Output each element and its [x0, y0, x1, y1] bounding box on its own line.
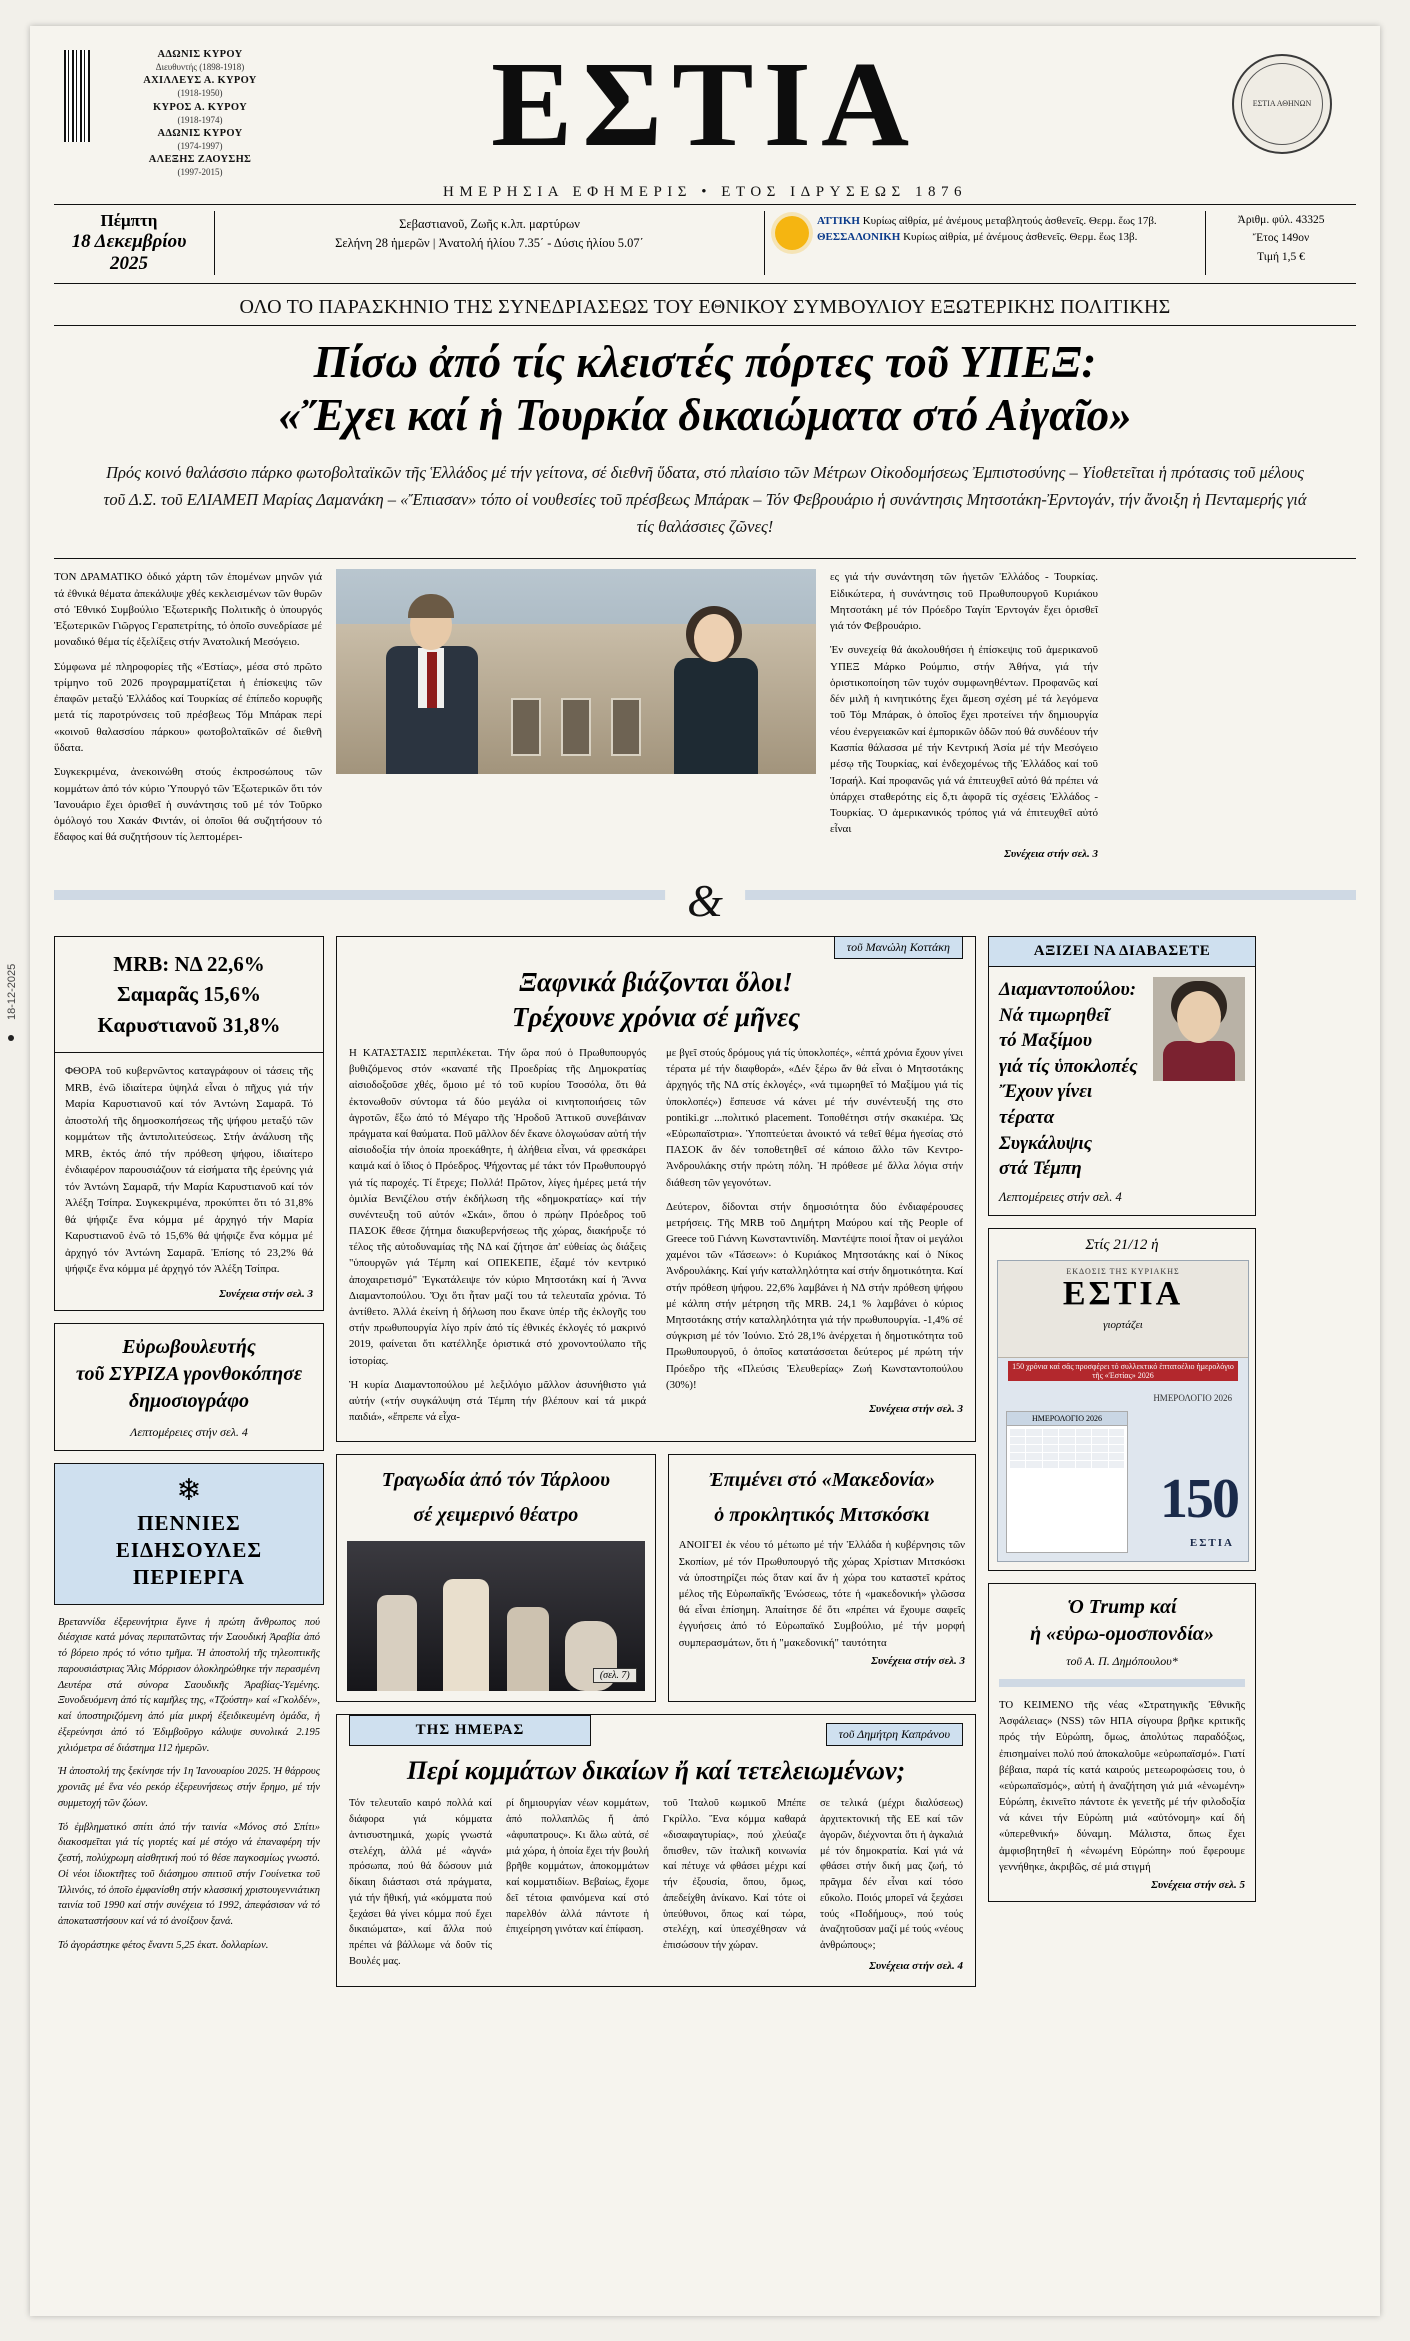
calendar-cell — [1059, 1429, 1074, 1436]
weather-text: Κυρίως αἰθρία, μέ ἀνέμους ἀσθενεῖς. Θερμ. ἕως 13β. — [903, 230, 1138, 243]
lead-story — [54, 558, 1356, 862]
lead-column-left — [54, 569, 322, 862]
butterfly-icon: ❄ — [176, 1473, 202, 1507]
weather-thessaloniki — [817, 230, 1157, 246]
calendar-cell — [1092, 1429, 1107, 1436]
tragoudia-article — [336, 1454, 656, 1702]
pennies-item: Βρεταννίδα ἐξερευνήτρια ἔγινε ἡ πρώτη ἄνθρωπος πού διέσχισε κατά μόνας περιπατῶντας τήν Σαουδική Ἀραβία ἀπό τό βόρειο πρός τό νότιο τμῆμα. Ἡ ἀποστολή τῆς τηλεοπτικῆς παρουσιάστριας Ἄλις Μόρρισον ὁλοκληρώθηκε τήν περασμένη Δευτέρα στά σύνορα Σαουδικῆς Ἀραβίας-Ὑεμένης. Ξυνοδευόμενη ἀπό τίς καμῆλες της, «Τζούστη» καί «Γκολδέν», καί ὑποστηριζόμενη ἀπό μία μικρή ἐξειδικευμένη ὁμάδα, ἡ ἐξερεύνησι ἀπό τό Ἐδιμβοῦργο κάλυψε συνολικά 2.195 χιλιόμετρα σέ διάστημα 112 ἡμερῶν. — [58, 1616, 320, 1754]
kottakis-paragraph: με βγεῖ στούς δρόμους γιά τίς ὑποκλοπές», «ἐπτά χρόνια ἔχουν γίνει τέρατα μέ τήν διαφθορά», «Δέν ξέρω ἄν θά εἶναι ὁ Μητσοτάκης ἀρχηγός τῆς ΝΔ στίς ἐκλογές», «νά τιμωρηθεῖ τό Μαξίμου γιά τίς ὑποκλοπές») ἔσπευσε νά κάνει μέ τήν συνέντευξή της στο pontiki.gr ...πολιτικό placement. Τοποθέτησι στήν σκακιέρα. Ὡς «Εὐρωπαϊστρια». Ὑποπτεύεται ἀνοικτό νά τεθεῖ θέμα ἡγεσίας στό ΠΑΣΟΚ ἄν δέν τοποθετηθεῖ σέ κάποιο ἄλλο τῶν Κεντρο-Ἀνδρουλάκης στήν πρώτη πόλη. Ἡ πρόθεσε μέ ἄλλα λόγια στήν διάθεση τῶν γεγονότων. — [666, 1047, 963, 1189]
date: 18 Δεκεμβρίου 2025 — [71, 231, 187, 274]
column-right — [988, 936, 1256, 1988]
pennies-item: Τό ἐμβληματικό σπίτι ἀπό τήν ταινία «Μόνος στό Σπίτι» διακοσμεῖται γιά τίς γιορτές καί μέ στόχο νά ἐπαναφέρη τήν ζεστή, πολύχρωμη αἰσθητική πού τό θέσε παγκοσμίως γνωστό. Οἱ νέοι ἰδιοκτῆτες τοῦ διάσημου σπιτιοῦ στήν Γουίνετκα τοῦ Ἰλλινόις, τό ὁποῖο ἐμφανίσθη στήν κλασσική χριστουγεννιάτικη ταινία τοῦ 1990 καί στήν συνέχεια τό 1992, ἀπεφάσισαν νά τό ἀποκαταστήσουν καί νά τό ἀνοίξουν ξανά. — [58, 1821, 320, 1928]
paper-seal — [1232, 54, 1332, 154]
diamantopoulou-title-line: τό Μαξίμου — [999, 1030, 1093, 1052]
saints: Σεβαστιανοῦ, Ζωῆς κ.λπ. μαρτύρων — [399, 217, 580, 231]
calendar-cell — [1059, 1461, 1074, 1468]
calendar-header: ΗΜΕΡΟΛΟΓΙΟ 2026 — [1007, 1412, 1127, 1426]
jacket — [674, 658, 758, 774]
owner-name: ΑΛΕΞΗΣ ΖΑΟΥΣΗΣ — [148, 154, 252, 165]
calendar-cell — [1109, 1445, 1124, 1452]
calendar-cell — [1010, 1437, 1025, 1444]
figure — [443, 1579, 489, 1691]
center-two-articles — [336, 1454, 976, 1702]
ampersand-ornament: & — [665, 874, 745, 927]
promo-big-number: 150 — [1160, 1467, 1238, 1530]
kottakis-paragraph: Ἡ κυρία Διαμαντοπούλου μέ λεξιλόγιο μᾶλλον ἀσυνήθιστο γιά αὐτήν («τήν συγκάλυψη στά Τέμπη τήν βλέπουν καί τά μικρά παιδιά», «ἔπρεπε νά εἶχα- — [349, 1378, 646, 1424]
calendar-cell — [1043, 1429, 1058, 1436]
weather-attica — [817, 214, 1157, 230]
sun-icon — [775, 216, 809, 250]
divider-bar — [999, 1679, 1245, 1687]
calendar-cell — [1043, 1437, 1058, 1444]
mrb-body: ΦΘΟΡΑ τοῦ κυβερνῶντος καταγράφουν οἱ τάσεις τῆς MRB, ἐνῶ ἰδιαίτερα ὑψηλά εἶναι ὁ πῆχυς γιά τήν Μαρία Καρυστιανοῦ καί τόν Ἀντώνη Σαμαρᾶ. Τό ἀποστολή τῆς δημοσκοπήσεως τῆς ψήφου μεταξύ τῶν κομμάτων τῆς ἀντιπολιτεύσεως. Στήν ἀνάλυση τῆς MRB, ἐκτός ἀπό τήν πρόθεση ψήφου, ἰδιαίτερο ἐνδιαφέρον παρουσιάζουν τά εἰσήματα τῆς ἐρεύνης γιά τόν Ἀντώνη Σαμαρᾶ, τήν Μαρία Καρυστιανοῦ καί τόν Ἀλέξη Τσίπρα. Συγκεκριμένα, προκύπτει ὅτι τό 31,8% θά ψήφιζε ἕνα κόμμα μέ ἀρχηγό τήν Μαρία Καρυστιανοῦ ἐνῶ τό 15,6% θά ψήφιζε ἕνα κόμμα μέ ἀρχηγό τόν Ἀντώνη Σαμαρᾶ. Ἐπίσης τό 23,2% θά ψήφιζε ἕνα κόμμα μέ ἀρχηγό τόν Ἀλέξη Τσίπρα. — [65, 1065, 313, 1276]
lead-paragraph: ΤΟΝ ΔΡΑΜΑΤΙΚΟ ὁδικό χάρτη τῶν ἑπομένων μηνῶν γιά τά ἐθνικά θέματα ἀπεκάλυψε χθές κεκλεισμένων τῶν θυρῶν στό Ἐθνικό Συμβούλιο Ἐξωτερικῆς Πολιτικῆς ὁ ὑπουργός Ἐξωτερικῶν Γιῶργος Γεραπετρίτης, τό ὁποῖο συνεδρίασε μέ μοναδικό θέμα τίς ἐξελίξεις στήν Ἀνατολική Μεσόγειο. — [54, 571, 322, 649]
pennies-header — [54, 1463, 324, 1605]
calendar-cell — [1010, 1429, 1025, 1436]
calendar-cell — [1043, 1461, 1058, 1468]
pennies-item: Ἡ ἀποστολή της ξεκίνησε τήν 1η Ἰανουαρίου 2025. Ἡ θάρρους χρονιᾶς μέ ἕνα νέο ρεκόρ ἐξερευνήσεως στήν ἔρημο, μέ τήν συμμετοχή τῶν ζώων. — [58, 1766, 320, 1809]
calendar-cell — [1026, 1429, 1041, 1436]
trump-title-line: Ὁ Trump καί — [1067, 1595, 1177, 1618]
calendar-cell — [1092, 1461, 1107, 1468]
calendar-cell — [1026, 1437, 1041, 1444]
mrb-title — [55, 937, 323, 1053]
day-paragraph: σε τελικά (μέχρι διαλύσεως) ἀρχιτεκτονική τῆς ΕΕ καί τῶν ἀγορῶν, διέχνονται ὅτι ἡ ἀγκαλιά μέ τόν δημοκρατία. Καί γιά νά φθάσει στήν δική μας ζωή, τό πρᾶγμα δέν εἶναι καί τόσο εὔκολο. Ποιός μπορεῖ νά ξεχάσει τούς «Ποδήμους», πού τούς ἀναζητοῦσαν μαζί μέ τούς «νέους ἀνθρώπους»; — [820, 1798, 963, 1952]
owner-years: (1997-2015) — [177, 167, 223, 178]
owner-years: (1918-1950) — [177, 88, 223, 99]
photo-person-man — [372, 594, 492, 774]
seal-inner: ΕΣΤΙΑ ΑΘΗΝΩΝ — [1241, 63, 1323, 145]
diamantopoulou-title-line: Νά τιμωρηθεῖ — [999, 1004, 1110, 1026]
lead-column-right — [830, 569, 1098, 862]
day-header — [349, 1715, 963, 1746]
issue-price: Τιμή 1,5 € — [1257, 250, 1305, 263]
paper-title: ΕΣΤΙΑ — [490, 37, 920, 172]
calendar-cell — [1109, 1437, 1124, 1444]
calendar-cell — [1076, 1437, 1091, 1444]
euro-mp-more[interactable]: Λεπτομέρειες στήν σελ. 4 — [130, 1424, 248, 1439]
promo-edition-label: ΕΚΔΟΣΙΣ ΤΗΣ ΚΥΡΙΑΚΗΣ — [1066, 1266, 1180, 1276]
owner-years: Διευθυντής (1898-1918) — [155, 62, 245, 73]
section-divider — [54, 872, 1356, 936]
column-left — [54, 936, 324, 1988]
pennies-item: Τό ἀγοράστηκε φέτος ἔναντι 5,25 ἑκατ. δολλαρίων. — [58, 1939, 269, 1951]
kottakis-continue[interactable]: Συνέχεια στήν σελ. 3 — [869, 1402, 963, 1415]
kottakis-title-line: Ξαφνικά βιάζονται ὅλοι! — [519, 966, 793, 997]
calendar-cell — [1010, 1445, 1025, 1452]
promo-when: Στίς 21/12 ἡ — [1085, 1236, 1159, 1253]
makedonia-title-line: ὁ προκλητικός Μιτσκόσκι — [714, 1504, 930, 1527]
owner-name: ΑΧΙΛΛΕΥΣ Α. ΚΥΡΟΥ — [143, 75, 257, 87]
euro-mp-title-line: δημοσιογράφο — [128, 1389, 250, 1412]
owner-years: (1918-1974) — [177, 114, 223, 125]
day-paragraph: ρί δημιουργίαν νέων κομμάτων, ἀπό πολλαπλῶς ἤ ἀπό «ἀφυπατρους». Κι ἄλω αὐτά, σέ μιά χώρα, ἡ ὁποία ἔχει τήν βουλή βρῆθε κομμάτων, ἀποκομμάτων καί κομματιδίων. Βεβαίως, ἔχομε δεῖ τέτοια φαινόμενα καί στό παρελθόν ἀλλά πάντοτε ἡ ἐπιχείρηση γινόταν καί ἐπίφαση. — [506, 1798, 649, 1936]
weather-text: Κυρίως αἰθρία, μέ ἀνέμους μεταβλητούς ἀσθενεῖς. Θερμ. ἕως 17β. — [862, 215, 1157, 227]
kottakis-article — [336, 936, 976, 1443]
owner-name: ΑΔΩΝΙΣ ΚΥΡΟΥ — [157, 49, 243, 60]
diamantopoulou-title-line: τέρατα — [999, 1107, 1055, 1129]
calendar-cell — [1076, 1445, 1091, 1452]
promo-calendar-title: ΗΜΕΡΟΛΟΓΙΟ 2026 — [1153, 1392, 1232, 1403]
diamantopoulou-title-line: Διαμαντοπούλου: — [999, 978, 1137, 1000]
weekday: Πέμπτη — [100, 211, 158, 230]
day-banner: ΤΗΣ ΗΜΕΡΑΣ — [349, 1715, 591, 1746]
masthead — [54, 26, 1356, 200]
calendar-cell — [1043, 1453, 1058, 1460]
info-bar — [54, 205, 1356, 284]
paper-subtitle: ΗΜΕΡΗΣΙΑ ΕΦΗΜΕΡΙΣ • ΕΤΟΣ ΙΔΡΥΣΕΩΣ 1876 — [443, 184, 967, 200]
pennies-title-line: ΠΕΝΝΙΕΣ — [137, 1510, 241, 1535]
tragoudia-title-line: σέ χειμερινό θέατρο — [413, 1504, 579, 1527]
jacket — [1163, 1041, 1235, 1081]
day-paragraph: Τόν τελευταῖο καιρό πολλά καί διάφορα γιά κόμματα ἀντισυστημικά, χωρίς γνωστά στελέχη, ἀλλά μέ «ἀγνά» πρόσωπα, πού θά δώσουν μιά δίκαιη διάστασι στά πράγματα, γιά τήν ἤθική, γιά «κόμματα πού ξεχάσει θά γίνει κόμμα πού ἔχει δικαιώματα», καί ἄλλα πού πρέπει νά βάλλωμε νά δοῦν τίς Βουλές μας. — [349, 1798, 492, 1967]
lead-headline — [54, 326, 1356, 446]
pennies-body — [54, 1605, 324, 1954]
figure — [507, 1607, 549, 1691]
trump-body: ΤΟ ΚΕΙΜΕΝΟ τῆς νέας «Στρατηγικῆς Ἐθνικῆς Ἀσφάλειας» (NSS) τῶν ΗΠΑ σίγουρα βρῆκε κριτικῆς πρός τήν Εὐρώπη, ὅμως, ἀπολύτως παραδόξως, ἐπισημαίνει πολύ πού ἀποκαλοῦμε «εὐρωπαϊσμό». Γιατί βέβαια, παρά τίς κατά καιρούς μετεωροφώσεις του, ὁ «εὐρωπαϊσμός», αὐτή ἡ ἀναζήτηση γιά μιά «ἑνωμένη» Εὐρώπη, ἐκινεῖτο πάντοτε ἐκ γενετῆς μέ τήν φιλοδοξία νά κάνει τήν Εὐρώπη μιά «αὐτόνομη» καί δή «ὑπερεθνική» δύναμη. Μάλιστα, ὅπως ἔχει ἀμφισβητηθεῖ ἡ «ἑνωμένη Εὐρώπη» πού ἔφερουμε γεννήθηκε, ἀκριβῶς, σέ μιά στιγμή — [999, 1698, 1245, 1873]
edge-date: 18-12-2025 — [6, 963, 18, 1020]
euro-mp-box — [54, 1323, 324, 1451]
main-grid — [54, 936, 1356, 1988]
day-columns — [349, 1796, 963, 1974]
kottakis-body — [349, 1045, 963, 1429]
owner-name: ΑΔΩΝΙΣ ΚΥΡΟΥ — [157, 127, 243, 139]
mrb-continue[interactable]: Συνέχεια στήν σελ. 3 — [219, 1287, 313, 1300]
lead-continue[interactable]: Συνέχεια στήν σελ. 3 — [1004, 847, 1098, 860]
day-byline: τοῦ Δημήτρη Καπράνου — [826, 1723, 963, 1746]
mrb-title-line: Καρυστιανοῦ 31,8% — [97, 1012, 281, 1037]
newspaper-sheet — [30, 26, 1380, 2316]
calendar-cell — [1010, 1453, 1025, 1460]
diamantopoulou-title-line: γιά τίς ὑποκλοπές — [999, 1055, 1138, 1077]
calendar-cell — [1092, 1445, 1107, 1452]
diamantopoulou-title-line: στά Τέμπη — [999, 1158, 1082, 1180]
lead-paragraph: Ἐν συνεχείᾳ θά ἀκολουθήσει ἡ ἐπίσκεψις τοῦ ἀμερικανοῦ ΥΠΕΞ Μάρκο Ρούμπιο, στήν Ἀθήνα, γιά τήν ὁριστικοποίηση τῶν τυχόν συμφωνηθέντων. Προφανῶς καί δέν μιλῆ ἡ κινητικότης ἔχει ἄμεση σχέση μέ τά λεγόμενα τοῦ Τόμ Μπάρακ, ὁ ὁποῖος ἔχει προτείνει τήν δημιουργία νέου ἐνεργειακῶν καί ἐμπορικῶν ὁδῶν πού θά συνδέουν τήν Κασπία θάλασσα μέ τήν Κεντρική Ἀσία μέ τήν Μεσόγειο μέσῳ τῆς Τουρκίας, καί ἐνδεχομένως τῆς Ἑλλάδος καί τοῦ Ἰσραήλ. Καί προφανῶς γιά νά ἐπιτευχθεῖ αὐτό θά πρέπει νά ὑπάρχει σταθερότης εἰς δ,τι ἀφορᾶ τίς σχέσεις Ἑλλάδος - Τουρκίας. Ὁ ἀμερικανικός τρόπος γιά νά ἐπιτευχθεῖ αὐτό εἶναι — [830, 644, 1098, 836]
kottakis-byline-wrap — [349, 937, 963, 959]
saints-block — [225, 211, 754, 275]
calendar-cell — [1076, 1461, 1091, 1468]
edge-dot — [8, 1035, 14, 1041]
mrb-title-line: MRB: ΝΔ 22,6% — [113, 951, 265, 976]
owner-name: ΚΥΡΟΣ Α. ΚΥΡΟΥ — [153, 101, 247, 113]
issue-year: Ἔτος 149ον — [1252, 232, 1310, 245]
read-banner: ΑΞΙΖΕΙ ΝΑ ΔΙΑΒΑΣΕΤΕ — [988, 936, 1256, 967]
makedonia-body: ΑΝΟΙΓΕΙ ἐκ νέου τό μέτωπο μέ τήν Ἑλλάδα ἡ κυβέρνησις τῶν Σκοπίων, μέ τόν Πρωθυπουργό τῆς χώρας Χρίστιαν Μιτσκόσκι νά ὑποστηρίζει πώς ὅταν καί ἄν ἡ χώρα του καταστεῖ κράτος μέλος τῆς Εὐρωπαϊκῆς Ἑνώσεως, τότε ἡ «μακεδονική» γλῶσσα θά εἶναι ἐπίσημη. Ἀπαίτησε δέ ὅτι «πρέπει νά ἔχουμε σαφεῖς ἐγγυήσεις ἀπό τό Εὐρωπαϊκό Συμβούλιο, μέ τήν μορφή συμπερασμάτων, ὅτι ἡ "μακεδονική" ταυτότητα — [678, 1539, 965, 1649]
date-block — [54, 211, 204, 275]
calendar-cell — [1076, 1429, 1091, 1436]
headline-line-1: Πίσω ἀπό τίς κλειστές πόρτες τοῦ ΥΠΕΞ: — [313, 337, 1097, 387]
makedonia-article — [668, 1454, 976, 1702]
diamantopoulou-box — [988, 967, 1256, 1216]
mrb-poll-box — [54, 936, 324, 1311]
promo-calendar — [1006, 1411, 1128, 1553]
calendar-cell — [1059, 1437, 1074, 1444]
head — [1177, 991, 1221, 1043]
sunday-promo — [988, 1228, 1256, 1571]
euro-mp-title-line: Εὐρωβουλευτής — [122, 1335, 256, 1358]
diamantopoulou-title-line: Συγκάλυψις — [999, 1132, 1093, 1154]
pennies-title-line: ΠΕΡΙΕΡΓΑ — [133, 1565, 245, 1590]
lead-paragraph: Σύμφωνα μέ πληροφορίες τῆς «Ἑστίας», μέσα στό πρῶτο τρίμηνο τοῦ 2026 προγραμματίζεται ἡ ἐπίσκεψις τῶν ἐπαφῶν μεταξύ Ἑλλάδος καί Τουρκίας σέ ἐπίπεδο κορυφῆς μετά τίς παροτρύνσεις τοῦ πρέσβεως Τόμ Μπάρακ περί «κοινοῦ θαλασσίου πάρκου» φωτοβολταϊκῶν σέ διεθνῆ ὕδατα. — [54, 660, 322, 754]
trump-byline: τοῦ Α. Π. Δημόπουλου* — [1066, 1653, 1178, 1668]
trump-title-line: ἡ «εὐρω-ομοσπονδία» — [1030, 1622, 1214, 1645]
diamantopoulou-more[interactable]: Λεπτομέρειες στήν σελ. 4 — [999, 1189, 1122, 1204]
calendar-cell — [1026, 1453, 1041, 1460]
pennies-title-line: ΕΙΔΗΣΟΥΛΕΣ — [115, 1537, 263, 1562]
photo-window — [561, 698, 591, 756]
theatre-photo — [347, 1541, 645, 1691]
mrb-title-line: Σαμαρᾶς 15,6% — [117, 982, 261, 1007]
trump-article — [988, 1583, 1256, 1902]
kottakis-paragraph: Δεύτερον, δίδονται στήν δημοσιότητα δύο ἐνδιαφέρουσες μετρήσεις. Τῆς MRB τοῦ Δημήτρη Μαύρου καί τῆς People of Greece τοῦ Γιάννη Κωνσταντινίδη. Μαντέψτε ποιοί ἦταν οἱ μεγάλοι χαμένοι τῶν «Τάσεων»: ὁ Κυριάκος Μητσοτάκης καί ὁ Νίκος Ἀνδρουλάκης. Καί γιήν καταλληλότητα καί στήν δημοτικότητα. Καί στήν πρόθεση ψήφου. 22,6% λαμβάνει ἡ ΝΔ στήν πρόθεση ψήφου μέ κάλπη στήν μέτρηση τῆς MRB. 24,1 % λαμβάνει ὁ κύριος Μητσοτάκης στήν καταλληλότητα γιά τήν πρωθυπουργία. -1,4% σέ σύγκριση μέ τόν Ἰούνιο. Στό 28,1% ἀνέρχεται ἡ δημοτικότητα τοῦ Πρωθυπουργοῦ, ὁ ὁποῖος κατατάσσεται δεύτερος μέ πρώτη τήν Πρόεδρο τῆς «Πλεύσις Ἐλευθερίας» Ζωή Κωνσταντοπούλου (30%)! — [666, 1200, 963, 1391]
calendar-cell — [1059, 1445, 1074, 1452]
photo-window — [511, 698, 541, 756]
day-title: Περί κομμάτων δικαίων ἤ καί τετελειωμένων; — [406, 1756, 906, 1786]
calendar-cell — [1059, 1453, 1074, 1460]
promo-celebrates: γιορτάζει — [1103, 1318, 1143, 1331]
calendar-cell — [1092, 1437, 1107, 1444]
promo-brand: ΕΣΤΙΑ — [1062, 1274, 1184, 1312]
calendar-cell — [1109, 1453, 1124, 1460]
diamantopoulou-portrait — [1153, 977, 1245, 1081]
lead-paragraph: ες γιά τήν συνάντηση τῶν ἡγετῶν Ἑλλάδος - Τουρκίας. Εἰδικώτερα, ἡ συνάντησις τοῦ Πρωθυπουργοῦ Κυριάκου Μητσοτάκη μέ τόν Πρόεδρο Ταγίπ Ἐρντογάν ἔχει ὁρισθεῖ γιά τόν Φεβρουάριο. — [830, 571, 1098, 633]
owner-years: (1974-1997) — [177, 140, 223, 151]
kottakis-title-line: Τρέχουνε χρόνια σέ μῆνες — [511, 1001, 801, 1032]
day-paragraph-last — [820, 1796, 963, 1974]
page-reference[interactable]: (σελ. 7) — [593, 1668, 637, 1683]
weather-region: ΘΕΣΣΑΛΟΝΙΚΗ — [817, 230, 901, 243]
lead-paragraph: Συγκεκριμένα, ἀνεκοινώθη στούς ἐκπροσώπους τῶν κομμάτων ἀπό τόν κύριο Ὑπουργό τῶν Ἐξωτερικῶν ὅτι τόν Ἰανουάριο ἔχει ὁρισθεῖ ἡ συνάντησις τοῦ μέ τόν Τοῦρκο ὁμόλογό του Χακάν Φιντάν, οἱ ὁποῖοι θά συζητήσουν τό ἔδαφος καί θά συζητήσουν τίς λεπτομέρει- — [54, 766, 322, 844]
calendar-cell — [1026, 1461, 1041, 1468]
promo-big-sub: ΕΣΤΙΑ — [1189, 1536, 1234, 1549]
makedonia-continue[interactable]: Συνέχεια στήν σελ. 3 — [871, 1654, 965, 1667]
kottakis-byline: τοῦ Μανώλη Κοττάκη — [834, 937, 963, 959]
issue-number: Ἀριθμ. φύλ. 43325 — [1237, 214, 1325, 226]
divider — [764, 211, 765, 275]
calendar-cell — [1026, 1445, 1041, 1452]
calendar-grid — [1007, 1426, 1127, 1471]
calendar-cell — [1092, 1453, 1107, 1460]
diamantopoulou-title-line: Ἔχουν γίνει — [999, 1081, 1093, 1103]
moon-sun: Σελήνη 28 ἡμερῶν | Ἀνατολή ἡλίου 7.35΄ - Δύσις ἡλίου 5.07΄ — [335, 235, 644, 250]
headline-line-2: «Ἔχει καί ἡ Τουρκία δικαιώματα στό Αἰγαῖο» — [278, 390, 1132, 441]
calendar-cell — [1109, 1461, 1124, 1468]
day-paragraph: τοῦ Ἰταλοῦ κωμικοῦ Μπέπε Γκρίλλο. Ἕνα κόμμα καθαρά «δισαφαγτυρίας», πού χλεύαζε ὅπισθεν, τῶν ἰταλικῆ κοινωνία καί πέτυχε νά φθάσει μέχρι καί τήν ἐξουσία, ὅπου, ὅμως, ἀπεδείχθη ἀνίκανο. Καί τότε οἱ ὑπεύθυνοι, ὅπως καί τώρα, στελέχη, καί ὑπεσχέθησαν νά ἐπισώσουν τήν χώραν. — [663, 1798, 806, 1952]
calendar-cell — [1010, 1461, 1025, 1468]
kottakis-title — [349, 959, 963, 1045]
lead-deck: Πρός κοινό θαλάσσιο πάρκο φωτοβολταϊκῶν τῆς Ἑλλάδος μέ τήν γείτονα, σέ διεθνῆ ὕδατα, στό πλαίσιο τῶν Μέτρων Οἰκοδομήσεως Ἐμπιστοσύνης – Υἱοθετεῖται ἡ πρότασις τοῦ μέλους τοῦ Δ.Σ. τοῦ ΕΛΙΑΜΕΠ Μαρίας Δαμανάκη – «Ἔπιασαν» τόπο οἱ νουθεσίες τοῦ πρέσβεως Μπάρακ – Τόν Φεβρουάριο ἡ συνάντησις Μητσοτάκη-Ἐρντογάν, τήν ἄνοιξη ἡ Πενταμερής γιά τίς θαλάσσιες ζῶνες! — [103, 463, 1307, 536]
calendar-cell — [1109, 1429, 1124, 1436]
photo-window — [611, 698, 641, 756]
makedonia-title-line: Ἐπιμένει στό «Μακεδονία» — [708, 1469, 936, 1492]
issue-block — [1205, 211, 1356, 275]
promo-artwork — [997, 1260, 1249, 1562]
tie — [427, 652, 437, 708]
euro-mp-title-line: τοῦ ΣΥΡΙΖΑ γρονθοκόπησε — [75, 1362, 303, 1385]
kottakis-paragraph: Η ΚΑΤΑΣΤΑΣΙΣ περιπλέκεται. Τήν ὥρα πού ὁ Πρωθυπουργός βυθιζόμενος στόν «καναπέ τῆς Προεδρίας τῆς Δημοκρατίας αἰσιοδοξοῦσε χθές, ὅμοιο μέ τό τοῦ κυρίου Τσοσόλα, ὅτι θά ἐκτονωθοῦν σύντομα τά δύο μεγάλα οἱ κινητοποιήσεις τῶν ἀγροτῶν, ἔξω ἀπό τό Μέγαρο τῆς Ἡροδοῦ Ἀττικοῦ συνεβάιναν πράγματα καί θαύματα. Ποῦ μᾶλλον δέν ἔκανε ὁλογωύσαν αὐτή τήν αἰσιοδοξία τήν ὁποία προεκάθητε, ἡ ἀλήθεια εἶναι, νά φρεσκάρει καιμά καί ὁ ἴδιος ὁ Πρόεδρος. Ψήχοντας μέ τάκτ τόν Πρωθυπουργό γιά τίς παροχές. Τί ἔτρεχε; Πολλά! Πρῶτον, λίγες ἡμέρες μετά τήν ὁμιλία Βενιζέλου στήν ἐκδήλωση τῆς «δημοκρατίας» καί τήν συνέντευξη τοῦ αὐτόν «Σκάι», ὅπου ὁ πρώην Πρόεδρος τοῦ ΠΑΣΟΚ ἔθεσε ζήτημα διακυβερνήσεως τῆς χώρας, διακήρυξε τό τέλος τῆς αὐτοδυναμίας τῆς ΝΔ καί ζήτησε ἀπ' εὐθείας ὡς διάξεις "ὑπουργῶν γιά Τέμπη καί ΟΠΕΚΕΠΕ, ἐξαμέ τόν κεντρικό ἀποχαιρετισμό" Ἐγκατάλειψε τόν κύριο Μητσοτάκη καί ἡ Ἄννα Διαμαντοπούλου. Ὅχι ὅτι ἦταν μαζί του τά τελευταῖα χρόνια. Τό ἀντίθετο. Ἀλλά ἐκείνη ἡ δήλωση που ἔκανε ὑπέρ τῆς ἐκλογῆς του στήν πρωθυπουργία λίγο πρίν ἀπό τίς ἐθνικές ἐκλογές τό μακρινό 2019, φαίνεται ὅτι κατέλληξε ὁριστικά στό χρονοντούλαπο τῆς ἱστορίας. — [349, 1047, 646, 1367]
calendar-cell — [1043, 1445, 1058, 1452]
promo-red-bar: 150 χρόνια καί σᾶς προσφέρει τό συλλεκτικό ἑπτατοέλιο ἡμερολόγιο τῆς «Ἑστίας» 2026 — [1008, 1361, 1238, 1381]
lead-photo — [336, 569, 816, 774]
weather-region: ΑΤΤΙΚΗ — [817, 215, 860, 227]
calendar-cell — [1076, 1453, 1091, 1460]
weather-block — [775, 211, 1205, 275]
trump-continue[interactable]: Συνέχεια στήν σελ. 5 — [1151, 1879, 1245, 1892]
photo-person-woman — [654, 606, 774, 774]
day-section — [336, 1714, 976, 1987]
figure — [377, 1595, 417, 1691]
hair — [408, 594, 454, 618]
divider — [214, 211, 215, 275]
lead-photo-wrap — [336, 569, 816, 862]
tragoudia-title-line: Τραγωδία ἀπό τόν Τάρλοου — [381, 1469, 610, 1492]
pennies-box — [54, 1463, 324, 1954]
day-continue[interactable]: Συνέχεια στήν σελ. 4 — [869, 1959, 963, 1972]
lead-kicker: ΟΛΟ ΤΟ ΠΑΡΑΣΚΗΝΙΟ ΤΗΣ ΣΥΝΕΔΡΙΑΣΕΩΣ ΤΟΥ ΕΘΝΙΚΟΥ ΣΥΜΒΟΥΛΙΟΥ ΕΞΩΤΕΡΙΚΗΣ ΠΟΛΙΤΙΚΗΣ — [239, 296, 1171, 318]
column-center — [336, 936, 976, 1988]
